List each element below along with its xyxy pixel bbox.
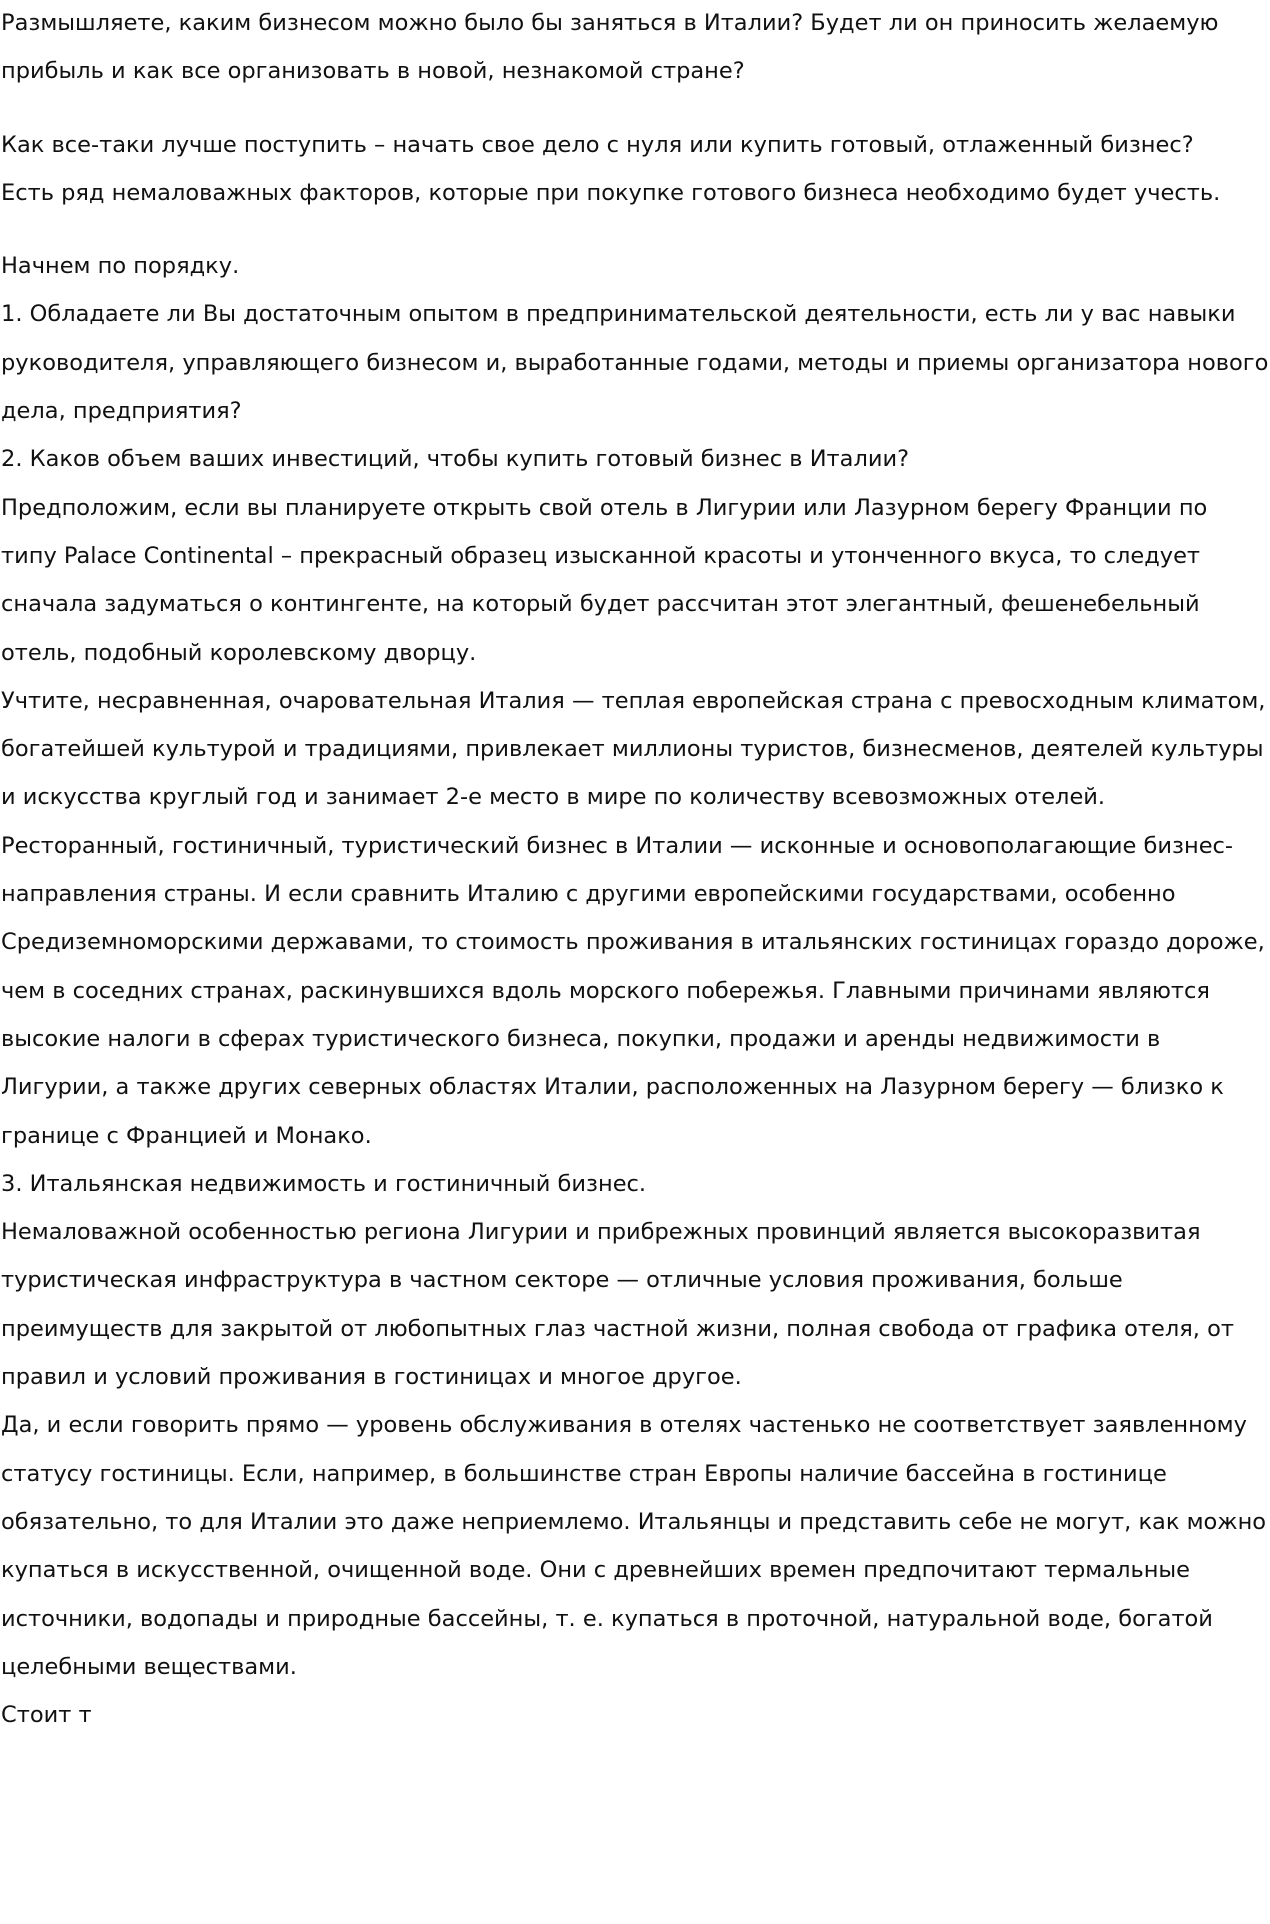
point-3-paragraph: 3. Итальянская недвижимость и гостиничный бизнес. — [1, 1170, 647, 1197]
point-1-paragraph: 1. Обладаете ли Вы достаточным опытом в предпринимательской деятельности, есть ли у вас навыки руководителя, управляющего бизнесом и, выработанные годами, методы и приемы организатора нового дела, предприятия? — [1, 301, 1269, 425]
question-paragraph: Как все-таки лучше поступить – начать свое дело с нуля или купить готовый, отлаженный бизнес? — [1, 131, 1194, 158]
truncated-paragraph: Стоит т — [1, 1702, 92, 1729]
service-level-paragraph: Да, и если говорить прямо — уровень обслуживания в отелях частенько не соответствует заявленному статусу гостиницы. Если, например, в большинстве стран Европы наличие бассейна в гостинице обязательно, то для Италии это даже неприемлемо. Итальянцы и представить себе не могут, как можно купаться в искусственной, очищенной воде. Они с древнейших времен предпочитают термальные источники, водопады и природные бассейны, т. е. купаться в проточной, натуральной воде, богатой целебными веществами. — [1, 1412, 1267, 1680]
intro-paragraph: Размышляете, каким бизнесом можно было бы заняться в Италии? Будет ли он приносить желаемую прибыль и как все организовать в новой, незнакомой стране? — [1, 10, 1219, 85]
factors-paragraph: Есть ряд немаловажных факторов, которые при покупке готового бизнеса необходимо будет учесть. — [1, 179, 1221, 206]
hotel-example-paragraph: Предположим, если вы планируете открыть свой отель в Лигурии или Лазурном берегу Франции по типу Palace Continental – прекрасный образец изысканной красоты и утонченного вкуса, то следует сначала задуматься о контингенте, на который будет рассчитан этот элегантный, фешенебельный отель, подобный королевскому дворцу. — [1, 494, 1208, 666]
point-2-paragraph: 2. Каков объем ваших инвестиций, чтобы купить готовый бизнес в Италии? — [1, 446, 910, 473]
order-paragraph: Начнем по порядку. — [1, 253, 240, 280]
liguria-paragraph: Немаловажной особенностью региона Лигурии и прибрежных провинций является высокоразвитая туристическая инфраструктура в частном секторе — отличные условия проживания, больше преимуществ для закрытой от любопытных глаз частной жизни, полная свобода от графика отеля, от правил и условий проживания в гостиницах и многое другое. — [1, 1219, 1234, 1391]
italy-tourism-paragraph: Учтите, несравненная, очаровательная Италия — теплая европейская страна с превосходным климатом, богатейшей культурой и традициями, привлекает миллионы туристов, бизнесменов, деятелей культуры и искусства круглый год и занимает 2-е место в мире по количеству всевозможных отелей. Ресторанный, гостиничный, туристический бизнес в Италии — исконные и основополагающие бизнес-направления страны. И если сравнить Италию с другими европейскими государствами, особенно Средиземноморскими державами, то стоимость проживания в итальянских гостиницах гораздо дороже, чем в соседних странах, раскинувшихся вдоль морского побережья. Главными причинами являются высокие налоги в сферах туристического бизнеса, покупки, продажи и аренды недвижимости в Лигурии, а также других северных областях Италии, расположенных на Лазурном берегу — близко к границе с Францией и Монако. — [1, 687, 1266, 1149]
